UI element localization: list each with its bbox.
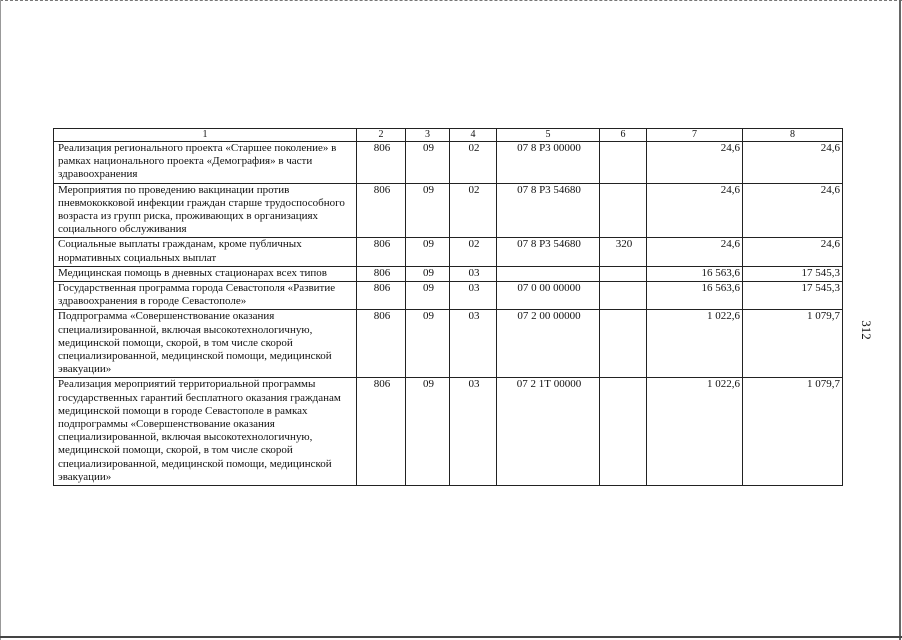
table-row	[54, 142, 843, 184]
row-vr	[600, 310, 647, 378]
row-csr	[497, 266, 600, 281]
row-vr	[600, 282, 647, 310]
row-name: Социальные выплаты гражданам, кроме публичных нормативных социальных выплат	[54, 238, 357, 266]
row-vr	[600, 183, 647, 238]
row-name: Государственная программа города Севастополя «Развитие здравоохранения в городе Севастополе»	[54, 282, 357, 310]
column-header: 2	[357, 129, 406, 142]
row-sum-1: 24,6	[647, 183, 743, 238]
row-sum-1: 1 022,6	[647, 378, 743, 486]
row-sum-2: 1 079,7	[743, 378, 843, 486]
table-header-row	[54, 129, 843, 142]
row-pr: 03	[450, 266, 497, 281]
row-rz: 09	[406, 238, 450, 266]
page-number: 312	[859, 320, 874, 340]
row-csr: 07 8 P3 54680	[497, 238, 600, 266]
table-row	[54, 282, 843, 310]
row-csr: 07 2 00 00000	[497, 310, 600, 378]
row-name: Подпрограмма «Совершенствование оказания специализированной, включая высокотехнологичную, медицинской помощи, скорой, в том числе скорой специализированной, медицинской помощи, медицинской эвакуации»	[54, 310, 357, 378]
scan-edge-left	[0, 0, 1, 640]
row-sum-1: 24,6	[647, 238, 743, 266]
row-sum-2: 24,6	[743, 238, 843, 266]
row-ved: 806	[357, 310, 406, 378]
row-ved: 806	[357, 238, 406, 266]
row-sum-1: 16 563,6	[647, 266, 743, 281]
row-sum-1: 1 022,6	[647, 310, 743, 378]
row-sum-2: 17 545,3	[743, 266, 843, 281]
row-rz: 09	[406, 142, 450, 184]
row-sum-1: 24,6	[647, 142, 743, 184]
row-rz: 09	[406, 310, 450, 378]
table-row	[54, 183, 843, 238]
row-rz: 09	[406, 183, 450, 238]
row-sum-1: 16 563,6	[647, 282, 743, 310]
row-pr: 03	[450, 282, 497, 310]
column-header: 4	[450, 129, 497, 142]
row-csr: 07 0 00 00000	[497, 282, 600, 310]
scan-edge-right	[899, 0, 901, 640]
row-sum-2: 17 545,3	[743, 282, 843, 310]
row-vr	[600, 142, 647, 184]
row-csr: 07 8 P3 54680	[497, 183, 600, 238]
row-pr: 03	[450, 378, 497, 486]
row-sum-2: 24,6	[743, 142, 843, 184]
row-ved: 806	[357, 378, 406, 486]
table-row	[54, 238, 843, 266]
row-pr: 03	[450, 310, 497, 378]
row-csr: 07 2 1Т 00000	[497, 378, 600, 486]
row-name: Реализация регионального проекта «Старшее поколение» в рамках национального проекта «Демография» в части здравоохранения	[54, 142, 357, 184]
row-name: Мероприятия по проведению вакцинации против пневмококковой инфекции граждан старше трудоспособного возраста из групп риска, проживающих в организациях социального обслуживания	[54, 183, 357, 238]
row-ved: 806	[357, 142, 406, 184]
table-row	[54, 378, 843, 486]
row-vr	[600, 266, 647, 281]
row-name: Медицинская помощь в дневных стационарах всех типов	[54, 266, 357, 281]
column-header: 3	[406, 129, 450, 142]
row-vr: 320	[600, 238, 647, 266]
column-header: 1	[54, 129, 357, 142]
budget-table	[53, 128, 843, 486]
table-row	[54, 266, 843, 281]
column-header: 7	[647, 129, 743, 142]
column-header: 6	[600, 129, 647, 142]
scan-edge-bottom	[0, 636, 902, 638]
row-rz: 09	[406, 378, 450, 486]
row-ved: 806	[357, 183, 406, 238]
row-pr: 02	[450, 238, 497, 266]
row-ved: 806	[357, 266, 406, 281]
row-ved: 806	[357, 282, 406, 310]
row-csr: 07 8 P3 00000	[497, 142, 600, 184]
row-rz: 09	[406, 282, 450, 310]
table-row	[54, 310, 843, 378]
scan-edge-top	[0, 0, 902, 2]
row-sum-2: 1 079,7	[743, 310, 843, 378]
row-name: Реализация мероприятий территориальной программы государственных гарантий бесплатного оказания гражданам медицинской помощи в городе Севастополе в рамках подпрограммы «Совершенствование оказания специализированной, включая высокотехнологичную, медицинской помощи, скорой, в том числе скорой специализированной, медицинской помощи, медицинской эвакуации»	[54, 378, 357, 486]
row-rz: 09	[406, 266, 450, 281]
row-pr: 02	[450, 183, 497, 238]
column-header: 8	[743, 129, 843, 142]
row-sum-2: 24,6	[743, 183, 843, 238]
column-header: 5	[497, 129, 600, 142]
row-pr: 02	[450, 142, 497, 184]
row-vr	[600, 378, 647, 486]
